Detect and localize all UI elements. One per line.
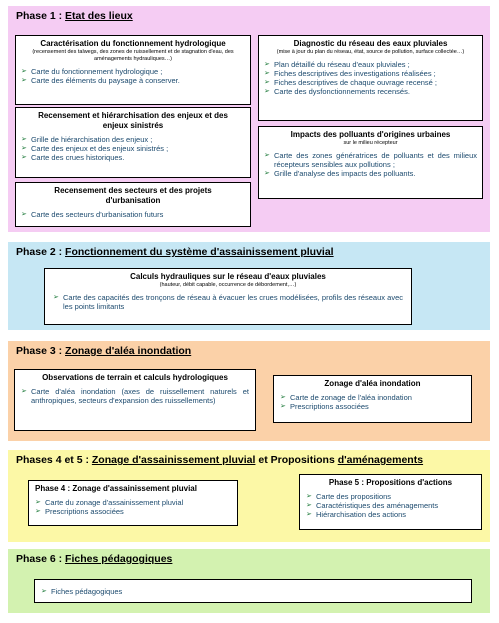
phase-1-panel — [8, 6, 490, 232]
phase-3-name: Zonage d'aléa inondation — [65, 345, 192, 357]
list-item: ➢ Carte du fonctionnement hydrologique ; — [21, 67, 245, 76]
phase-1-name: Etat des lieux — [65, 10, 133, 22]
flood-hazard-zoning-list — [280, 393, 465, 411]
list-item: ➢ Prescriptions associées — [35, 507, 231, 516]
field-observations-card — [14, 369, 256, 431]
network-diagnostic-list — [264, 60, 477, 96]
field-observations-title: Observations de terrain et calculs hydrologiques — [42, 373, 228, 382]
phase-1-label: Phase 1 : — [16, 10, 66, 22]
phase-4-5-panel — [8, 450, 490, 542]
phase-2-title — [16, 246, 334, 258]
pollutants-card — [258, 126, 483, 199]
urbanisation-card-title: Recensement des secteurs et des projets d'urbanisation — [54, 186, 212, 205]
pollutants-card-title: Impacts des polluants d'origines urbaines — [290, 130, 451, 139]
list-item: ➢ Carte des secteurs d'urbanisation futurs — [21, 210, 245, 219]
list-item: ➢ Hiérarchisation des actions — [306, 510, 475, 519]
action-proposals-card — [299, 474, 482, 530]
hydrology-card — [15, 35, 251, 105]
stakes-card — [15, 107, 251, 178]
list-item: ➢ Grille d'analyse des impacts des polluants. — [264, 169, 477, 178]
list-item: ➢ Fiches pédagogiques — [41, 587, 465, 596]
action-proposals-title: Phase 5 : Propositions d'actions — [328, 478, 453, 487]
list-item: ➢ Caractéristiques des aménagements — [306, 501, 475, 510]
flood-hazard-zoning-card — [273, 375, 472, 423]
list-item: ➢ Carte du zonage d'assainissement pluvial — [35, 498, 231, 507]
list-item: ➢ Carte des capacités des tronçons de réseau à évacuer les crues modélisées, profils des réseaux avec les points limitants — [53, 293, 403, 311]
flood-hazard-zoning-title: Zonage d'aléa inondation — [324, 379, 421, 388]
list-item: ➢ Carte des crues historiques. — [21, 153, 245, 162]
hydraulic-calculations-list — [53, 293, 403, 311]
hydrology-card-list — [21, 67, 245, 85]
hydrology-card-subtitle: (recensement des talwegs, des zones de ruissellement et de stagnation d'eau, des aménagements hydrauliques…) — [32, 49, 234, 62]
phase-3-label: Phase 3 : — [16, 345, 66, 357]
teaching-sheets-card — [34, 579, 472, 603]
urbanisation-card-list — [21, 210, 245, 219]
list-item: ➢ Carte des enjeux et des enjeux sinistrés ; — [21, 144, 245, 153]
phase-2-label: Phase 2 : — [16, 246, 66, 258]
teaching-sheets-list — [41, 587, 465, 596]
phase-4-5-label: Phases 4 et 5 : — [16, 454, 92, 466]
phase-6-name: Fiches pédagogiques — [65, 553, 173, 565]
list-item: ➢ Carte des propositions — [306, 492, 475, 501]
stakes-card-title: Recensement et hiérarchisation des enjeux et des enjeux sinistrés — [38, 111, 228, 130]
field-observations-list — [21, 387, 249, 405]
stormwater-zoning-list — [35, 498, 231, 516]
hydraulic-calculations-title: Calculs hydrauliques sur le réseau d'eaux pluviales — [130, 272, 326, 281]
hydrology-card-title: Caractérisation du fonctionnement hydrologique — [40, 39, 226, 48]
phase-2-panel — [8, 242, 490, 330]
phase-3-panel — [8, 341, 490, 441]
network-diagnostic-card — [258, 35, 483, 121]
network-diagnostic-subtitle: (mise à jour du plan du réseau, état, source de pollution, surface collectée…) — [276, 49, 465, 55]
phase-4-5-title — [16, 454, 423, 466]
list-item: ➢ Grille de hiérarchisation des enjeux ; — [21, 135, 245, 144]
list-item: ➢ Carte des dysfonctionnements recensés. — [264, 87, 477, 96]
network-diagnostic-title: Diagnostic du réseau des eaux pluviales — [293, 39, 448, 48]
phase-1-title — [16, 10, 133, 22]
list-item: ➢ Carte des éléments du paysage à conserver. — [21, 76, 245, 85]
list-item: ➢ Carte d'aléa inondation (axes de ruissellement naturels et anthropiques, secteurs d'expansion des ruissellements) — [21, 387, 249, 405]
phase-6-panel — [8, 549, 490, 613]
phase-6-label: Phase 6 : — [16, 553, 66, 565]
phase-2-name: Fonctionnement du système d'assainissement pluvial — [65, 246, 334, 258]
list-item: ➢ Carte de zonage de l'aléa inondation — [280, 393, 465, 402]
list-item: ➢ Plan détaillé du réseau d'eaux pluviales ; — [264, 60, 477, 69]
hydraulic-calculations-subtitle: (hauteur, débit capable, occurrence de débordement,…) — [159, 282, 297, 288]
urbanisation-card — [15, 182, 251, 227]
list-item: ➢ Carte des zones génératrices de polluants et des milieux récepteurs sensibles aux pollutions ; — [264, 151, 477, 169]
list-item: ➢ Fiches descriptives de chaque ouvrage recensé ; — [264, 78, 477, 87]
phase-4-5-connector: et Propositions — [255, 454, 338, 466]
phase-4-name: Zonage d'assainissement pluvial — [91, 454, 256, 466]
list-item: ➢ Fiches descriptives des investigations réalisées ; — [264, 69, 477, 78]
stakes-card-list — [21, 135, 245, 162]
phase-5-name: d'aménagements — [337, 454, 424, 466]
pollutants-card-list — [264, 151, 477, 178]
hydraulic-calculations-card — [44, 268, 412, 325]
action-proposals-list — [306, 492, 475, 519]
phase-3-title — [16, 345, 191, 357]
phase-6-title — [16, 553, 172, 565]
stormwater-zoning-title: Phase 4 : Zonage d'assainissement pluvial — [35, 484, 197, 493]
pollutants-card-subtitle: sur le milieu récepteur — [343, 140, 398, 146]
list-item: ➢ Prescriptions associées — [280, 402, 465, 411]
stormwater-zoning-card — [28, 480, 238, 526]
